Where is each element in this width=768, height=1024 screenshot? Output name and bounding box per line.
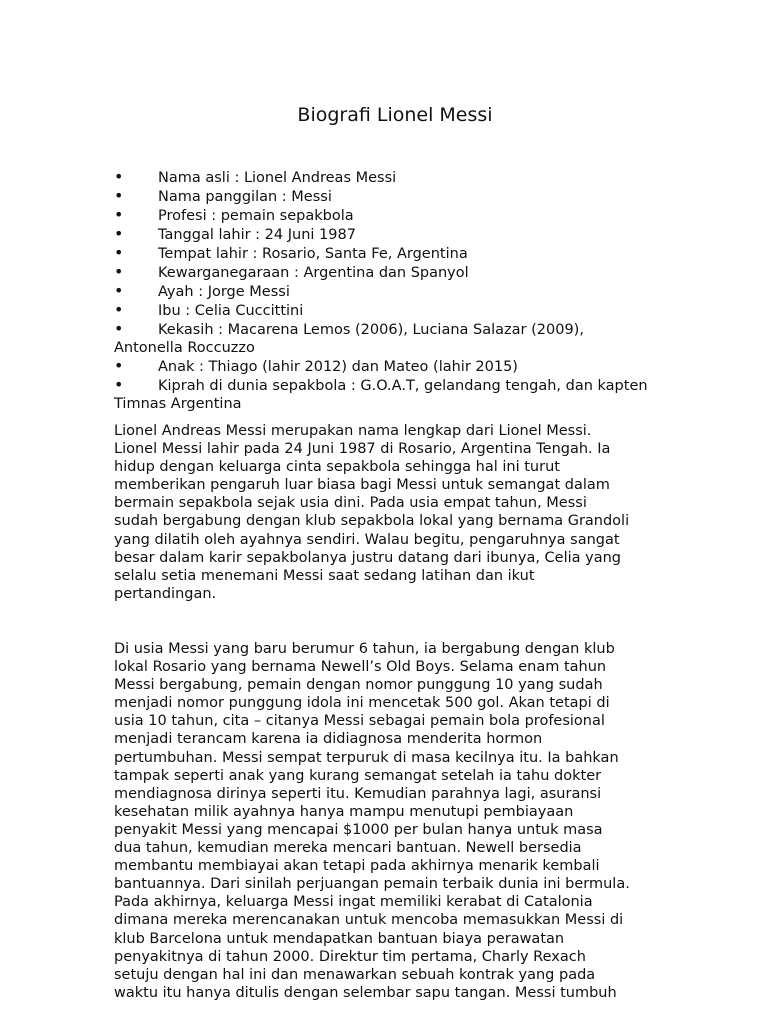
bullet-icon: • [114,243,124,262]
list-item-text: Kekasih : Macarena Lemos (2006), Luciana Salazar (2009), Antonella Roccuzzo [114,322,584,356]
bullet-icon: • [114,375,124,394]
list-item-text: Nama panggilan : Messi [158,189,332,205]
bullet-icon: • [114,186,124,205]
list-item [114,168,654,187]
list-item [114,301,654,320]
bullet-icon: • [114,205,124,224]
list-item-text: Ibu : Celia Cuccittini [158,303,304,319]
list-item-text: Kewarganegaraan : Argentina dan Spanyol [158,265,469,281]
bullet-icon: • [114,356,124,375]
bullet-icon: • [114,167,124,186]
paragraph-intro: Lionel Andreas Messi merupakan nama lengkap dari Lionel Messi. Lionel Messi lahir pada 24 Juni 1987 di Rosario, Argentina Tengah. Ia hidup dengan keluarga cinta sepakbola sehingga hal ini turut memberikan pengaruh luar biasa bagi Messi untuk semangat dalam bermain sepakbola sejak usia dini. Pada usia empat tahun, Messi sudah bergabung dengan klub sepakbola lokal yang bernama Grandoli yang dilatih oleh ayahnya sendiri. Walau begitu, pengaruhnya sangat besar dalam karir sepakbolanya justru datang dari ibunya, Celia yang selalu setia menemani Messi saat sedang latihan dan ikut pertandingan. [114,423,630,602]
list-item-text: Anak : Thiago (lahir 2012) dan Mateo (lahir 2015) [158,359,518,375]
list-item-text: Tempat lahir : Rosario, Santa Fe, Argentina [158,246,468,262]
list-item [114,244,654,263]
list-item [114,206,654,225]
list-item-text: Ayah : Jorge Messi [158,284,290,300]
list-item-text: Tanggal lahir : 24 Juni 1987 [158,227,356,243]
bullet-icon: • [114,224,124,243]
list-item [114,225,654,244]
list-item [114,376,654,413]
bullet-icon: • [114,262,124,281]
list-item [114,320,654,357]
list-item-text: Kiprah di dunia sepakbola : G.O.A.T, gelandang tengah, dan kapten Timnas Argentina [114,378,648,412]
list-item [114,263,654,282]
paragraph-childhood: Di usia Messi yang baru berumur 6 tahun, ia bergabung dengan klub lokal Rosario yang bernama Newell’s Old Boys. Selama enam tahun Messi bergabung, pemain dengan nomor punggung 10 yang sudah menjadi nomor punggung idola ini mencetak 500 gol. Akan tetapi di usia 10 tahun, cita – citanya Messi sebagai pemain bola profesional menjadi terancam karena ia didiagnosa menderita hormon pertumbuhan. Messi sempat terpuruk di masa kecilnya itu. Ia bahkan tampak seperti anak yang kurang semangat setelah ia tahu dokter mendiagnosa dirinya seperti itu. Kemudian parahnya lagi, asuransi kesehatan milik ayahnya hanya mampu menutupi pembiayaan penyakit Messi yang mencapai $1000 per bulan hanya untuk masa dua tahun, kemudian mereka mencari bantuan. Newell bersedia membantu membiayai akan tetapi pada akhirnya menarik kembali bantuannya. Dari sinilah perjuangan pemain terbaik dunia ini bermula. Pada akhirnya, keluarga Messi ingat memiliki kerabat di Catalonia dimana mereka merencanakan untuk mencoba memasukkan Messi di klub Barcelona untuk mendapatkan bantuan biaya perawatan penyakitnya di tahun 2000. Direktur tim pertama, Charly Rexach setuju dengan hal ini dan menawarkan sebuah kontrak yang pada waktu itu hanya ditulis dengan selembar sapu tangan. Messi tumbuh [114,641,630,1001]
bullet-icon: • [114,300,124,319]
list-item [114,187,654,206]
biodata-list [114,168,654,413]
list-item-text: Profesi : pemain sepakbola [158,208,354,224]
page-title: Biografi Lionel Messi [297,104,493,126]
list-item [114,357,654,376]
list-item [114,282,654,301]
list-item-text: Nama asli : Lionel Andreas Messi [158,170,397,186]
bullet-icon: • [114,281,124,300]
bullet-icon: • [114,319,124,338]
